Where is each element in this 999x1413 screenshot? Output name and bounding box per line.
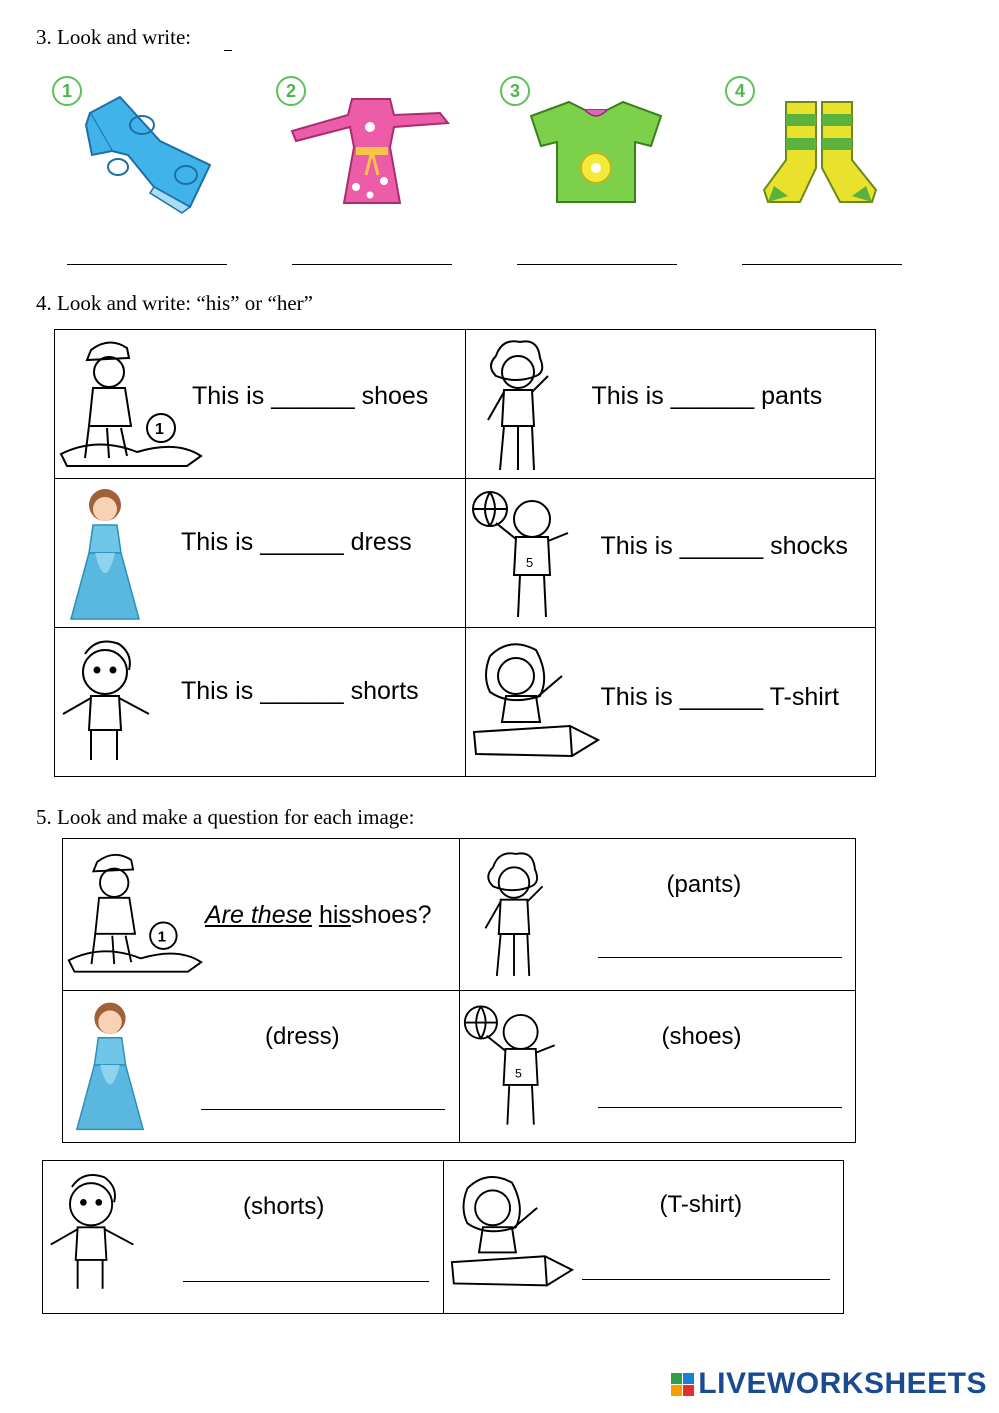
fill-sentence <box>181 528 412 557</box>
sentence-end: T-shirt <box>769 683 840 711</box>
boy-with-ball-image <box>470 487 580 623</box>
section-4-heading: 4. Look and write: “his” or “her” <box>36 291 313 315</box>
his-her-table <box>54 329 876 777</box>
curly-boy-image <box>474 847 554 981</box>
svg-text:1: 1 <box>155 421 164 438</box>
hint-dress: (dress) <box>265 1023 340 1050</box>
girl-on-pencil-image <box>470 636 600 770</box>
brand-name: LIVEWORKSHEETS <box>698 1367 987 1400</box>
section-3-heading: 3. Look and write: <box>36 25 192 49</box>
sentence-start: This is <box>181 677 254 705</box>
svg-text:5: 5 <box>525 555 533 570</box>
blank[interactable]: ______ <box>271 382 355 410</box>
hint-pants: (pants) <box>666 871 742 898</box>
sentence-start: This is <box>600 532 673 560</box>
dress-icon <box>290 95 452 207</box>
liveworksheets-logo <box>671 1367 987 1401</box>
blank[interactable]: ______ <box>260 528 344 556</box>
item-number-badge: 1 <box>52 76 82 106</box>
fill-sentence <box>601 683 840 712</box>
curly-boy-image <box>476 336 560 474</box>
princess-girl-image <box>71 995 149 1137</box>
boy-image <box>45 1167 141 1301</box>
answer-line[interactable] <box>67 264 227 265</box>
hint-shorts: (shorts) <box>243 1193 325 1220</box>
sentence-end: shocks <box>770 532 848 560</box>
sentence-start: This is <box>181 528 254 556</box>
logo-mark-icon <box>671 1373 694 1396</box>
example-question-part: his <box>318 901 351 929</box>
sentence-end: shoes <box>361 382 429 410</box>
item-number-badge: 2 <box>276 76 306 106</box>
blank[interactable]: ______ <box>670 382 755 410</box>
blank[interactable]: ______ <box>679 683 764 711</box>
answer-line[interactable] <box>517 264 677 265</box>
answer-line[interactable] <box>183 1281 429 1282</box>
svg-text:1: 1 <box>157 928 167 946</box>
sentence-start: This is <box>600 683 673 711</box>
pants-icon <box>82 95 217 215</box>
item-number-badge: 4 <box>725 76 755 106</box>
svg-text:5: 5 <box>514 1066 522 1081</box>
question-table <box>62 838 856 1143</box>
fill-sentence <box>181 677 419 706</box>
sentence-end: dress <box>350 528 412 556</box>
heading-mark <box>224 50 232 51</box>
hint-t-shirt: (T-shirt) <box>659 1191 743 1218</box>
sentence-start: This is <box>591 382 664 410</box>
answer-line[interactable] <box>598 957 842 958</box>
fill-sentence <box>192 382 428 411</box>
question-table-2 <box>42 1160 844 1314</box>
t-shirt-icon <box>527 98 665 206</box>
girl-on-pencil-image <box>448 1167 574 1301</box>
princess-girl-image <box>65 483 145 625</box>
example-question-part: Are these <box>205 901 313 929</box>
answer-line[interactable] <box>598 1107 842 1108</box>
boy-with-cap-image <box>57 336 205 472</box>
item-number-badge: 3 <box>500 76 530 106</box>
sentence-start: This is <box>192 382 265 410</box>
section-5-heading: 5. Look and make a question for each image: <box>36 805 415 829</box>
example-question <box>205 901 432 930</box>
fill-sentence <box>601 532 848 561</box>
boy-image <box>57 634 157 772</box>
sentence-end: pants <box>761 382 823 410</box>
fill-sentence <box>592 382 823 411</box>
answer-line[interactable] <box>582 1279 830 1280</box>
socks-icon <box>760 98 880 208</box>
answer-line[interactable] <box>201 1109 445 1110</box>
boy-with-ball-image <box>462 999 566 1133</box>
answer-line[interactable] <box>742 264 902 265</box>
blank[interactable]: ______ <box>679 532 764 560</box>
example-question-part: shoes? <box>350 901 432 929</box>
hint-shoes: (shoes) <box>661 1023 742 1050</box>
sentence-end: shorts <box>350 677 419 705</box>
answer-line[interactable] <box>292 264 452 265</box>
blank[interactable]: ______ <box>260 677 344 705</box>
boy-with-cap-image <box>65 843 205 983</box>
